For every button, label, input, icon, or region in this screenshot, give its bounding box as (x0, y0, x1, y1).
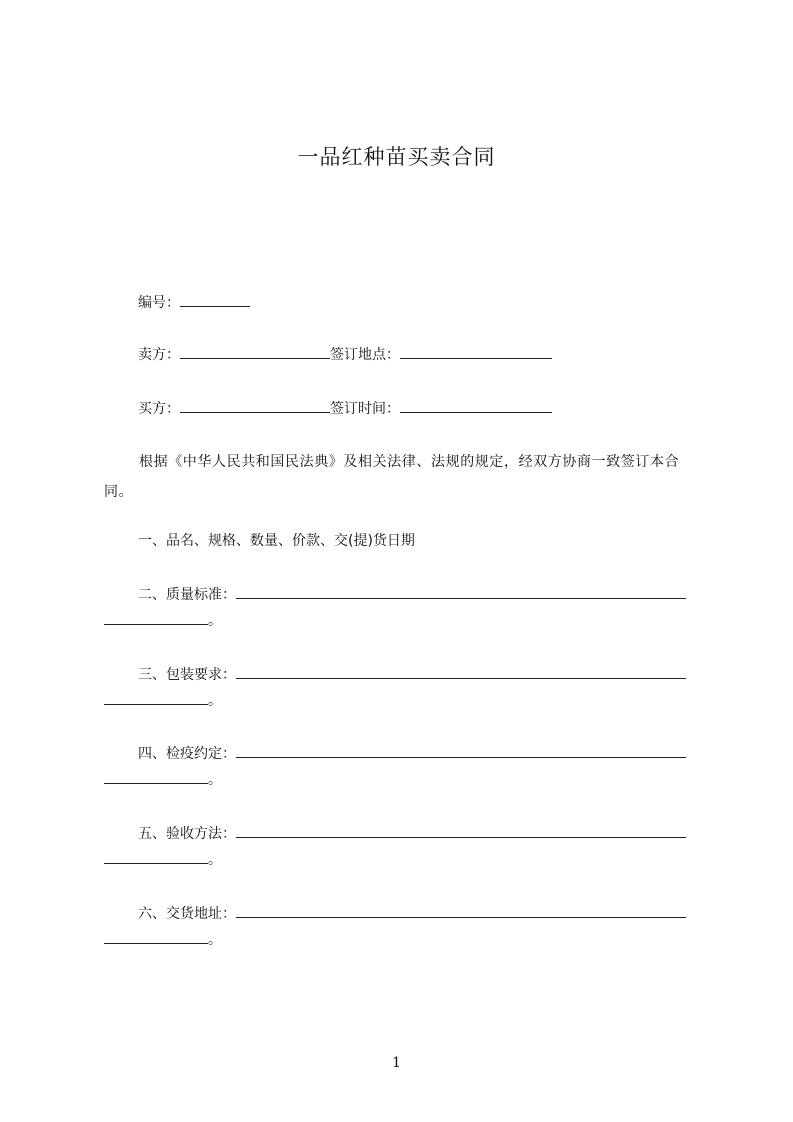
number-field (138, 292, 250, 313)
sign-place-label: 签订地点： (330, 347, 400, 363)
buyer-row (138, 398, 552, 419)
clause-6-blank-1[interactable] (236, 903, 686, 918)
clause-3-label: 三、包装要求： (138, 667, 236, 683)
clause-2-continued (104, 610, 222, 631)
clause-1 (138, 531, 415, 551)
buyer-blank[interactable] (180, 398, 330, 413)
clause-2 (138, 584, 686, 605)
clause-6-blank-2[interactable] (104, 929, 208, 944)
clause-5-end: 。 (208, 852, 222, 868)
preamble-paragraph: 根据《中华人民共和国民法典》及相关法律、法规的规定，经双方协商一致签订本合同。 (104, 454, 680, 500)
document-title: 一品红种苗买卖合同 (297, 145, 496, 169)
sign-time-blank[interactable] (400, 398, 552, 413)
clause-6 (138, 903, 686, 924)
clause-3-blank-1[interactable] (236, 664, 686, 679)
seller-row (138, 344, 552, 365)
clause-4-blank-1[interactable] (236, 743, 686, 758)
clause-3-end: 。 (208, 693, 222, 709)
clause-2-label: 二、质量标准： (138, 587, 236, 603)
clause-3 (138, 664, 686, 685)
clause-6-continued (104, 929, 222, 950)
clause-5-blank-2[interactable] (104, 849, 208, 864)
clause-3-blank-2[interactable] (104, 690, 208, 705)
clause-4-end: 。 (208, 772, 222, 788)
clause-5 (138, 823, 686, 844)
sign-time-label: 签订时间： (330, 401, 400, 417)
number-blank[interactable] (180, 292, 250, 307)
clause-4-label: 四、检疫约定： (138, 746, 236, 762)
clause-2-end: 。 (208, 613, 222, 629)
clause-5-label: 五、验收方法： (138, 826, 236, 842)
seller-label: 卖方： (138, 347, 180, 363)
clause-2-blank-2[interactable] (104, 610, 208, 625)
clause-6-label: 六、交货地址： (138, 906, 236, 922)
clause-4-continued (104, 769, 222, 790)
clause-3-continued (104, 690, 222, 711)
seller-blank[interactable] (180, 344, 330, 359)
clause-4-blank-2[interactable] (104, 769, 208, 784)
sign-place-blank[interactable] (400, 344, 552, 359)
buyer-label: 买方： (138, 401, 180, 417)
clause-2-blank-1[interactable] (236, 584, 686, 599)
clause-4 (138, 743, 686, 764)
clause-5-continued (104, 849, 222, 870)
number-label: 编号： (138, 295, 180, 311)
page-number: 1 (392, 1055, 401, 1071)
clause-1-label: 一、品名、规格、数量、价款、交(提)货日期 (138, 533, 415, 549)
clause-6-end: 。 (208, 932, 222, 948)
clause-5-blank-1[interactable] (236, 823, 686, 838)
